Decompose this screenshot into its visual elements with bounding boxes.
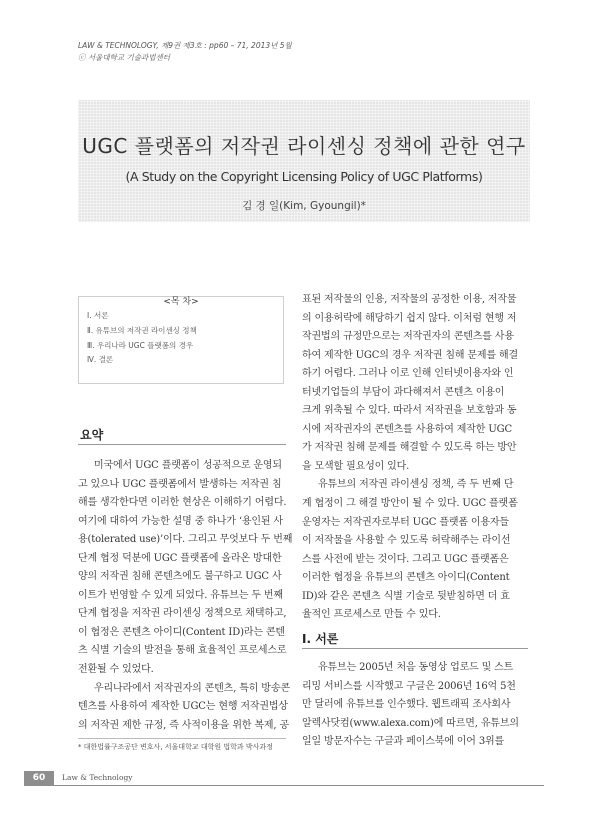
text-line: 이 협정은 콘텐츠 아이디(Content ID)라는 콘텐 <box>78 626 285 638</box>
summary-heading: 요약 <box>80 428 104 442</box>
text-line: 해를 생각한다면 이러한 현상은 이해하기 어렵다. <box>78 497 287 509</box>
text-line: 크게 위축될 수 있다. 따라서 저작권을 보호함과 동 <box>302 405 517 417</box>
toc-heading: <목 차> <box>157 297 204 307</box>
text-line: 이 저작물을 사용할 수 있도록 허락해주는 라이선 <box>302 535 511 547</box>
right-column-body <box>302 291 528 625</box>
text-line: 운영자는 저작권자로부터 UGC 플랫폼 이용자들 <box>302 516 509 528</box>
text-line: 율적인 프로세스로 만들 수 있다. <box>302 609 441 621</box>
text-line: 스를 사전에 받는 것이다. 그리고 UGC 플랫폼은 <box>302 553 509 565</box>
text-line: 이트가 번영할 수 있게 되었다. 유튜브는 두 번째 <box>78 589 283 601</box>
text-line: 의 이용허락에 해당하기 쉽지 않다. 이처럼 현행 저 <box>302 312 517 324</box>
text-line: 하여 제작한 UGC의 경우 저작권 침해 문제를 해결 <box>302 349 518 361</box>
footer-divider <box>54 785 544 786</box>
text-line: 미국에서 UGC 플랫폼이 성공적으로 운영되 <box>94 460 282 471</box>
text-line: 여기에 대하여 가능한 설명 중 하나가 ‘용인된 사 <box>78 515 283 527</box>
text-line: 을 모색할 필요성이 있다. <box>302 460 410 472</box>
toc-item: Ⅱ. 유튜브의 저작권 라이센싱 정책 <box>87 325 197 335</box>
footer-journal-name: Law & Technology <box>62 773 133 782</box>
text-line: 고 있으나 UGC 플랫폼에서 발생하는 저작권 침 <box>78 478 282 490</box>
text-line: 츠 식별 기술의 발전을 통해 효율적인 프로세스로 <box>78 645 287 657</box>
introduction-heading: Ⅰ. 서론 <box>302 632 339 646</box>
footnote-divider <box>78 738 286 739</box>
table-of-contents <box>78 296 284 384</box>
introduction-divider <box>302 648 528 649</box>
toc-item: Ⅲ. 우리나라 UGC 플랫폼의 경우 <box>87 340 194 350</box>
text-line: 표된 저작물의 인용, 저작물의 공정한 이용, 저작물 <box>302 294 517 305</box>
text-line: 리밍 서비스를 시작했고 구글은 2006년 16억 5천 <box>302 680 516 692</box>
text-line: 의 저작권 제한 규정, 즉 사적이용을 위한 복제, 공 <box>78 719 289 731</box>
page-footer <box>0 771 600 786</box>
title-box <box>78 100 530 222</box>
text-line: 유튜브는 2005년 처음 동영상 업로드 및 스트 <box>318 662 514 673</box>
toc-item: Ⅰ. 서론 <box>87 311 109 320</box>
toc-item: Ⅳ. 결론 <box>87 355 114 365</box>
text-line: 하기 어렵다. 그러나 이로 인해 인터넷이용자와 인 <box>302 368 514 380</box>
page-number: 60 <box>24 771 54 786</box>
author-name: 김 경 일(Kim, Gyoungil)* <box>242 200 366 212</box>
text-line: 용(tolerated use)’이다. 그리고 무엇보다 두 번째 <box>78 534 293 546</box>
paper-title-korean: UGC 플랫폼의 저작권 라이센싱 정책에 관한 연구 <box>82 134 526 158</box>
journal-meta <box>78 40 292 64</box>
text-line: 시에 저작권자의 콘텐츠를 사용하여 제작한 UGC <box>302 423 512 435</box>
text-line: 터넷기업들의 부담이 과다해져서 콘텐츠 이용이 <box>302 386 505 398</box>
text-line: 텐츠를 사용하여 제작한 UGC는 현행 저작권법상 <box>78 701 288 713</box>
text-line: 양의 저작권 침해 콘텐츠에도 불구하고 UGC 사 <box>78 571 282 583</box>
text-line: 만 달러에 유튜브를 인수했다. 웹트래픽 조사회사 <box>302 699 511 711</box>
text-line: ID)와 같은 콘텐츠 식별 기술로 뒷받침하면 더 효 <box>302 590 510 602</box>
journal-citation: LAW & TECHNOLOGY, 제9권 제3호 : pp60 – 71, 2013년 5월 <box>78 41 292 50</box>
text-line: 유튜브의 저작권 라이센싱 정책, 즉 두 번째 단 <box>318 479 514 491</box>
text-line: 단계 협정을 저작권 라이센싱 정책으로 채택하고, <box>78 608 287 620</box>
text-line: 전환될 수 있었다. <box>78 664 154 676</box>
text-line: 우리나라에서 저작권자의 콘텐츠, 특히 방송콘 <box>94 682 290 694</box>
text-line: 일일 방문자수는 구글과 페이스북에 이어 3위를 <box>302 736 505 748</box>
introduction-body <box>302 659 528 752</box>
author-footnote: * 대한법률구조공단 변호사, 서울대학교 대학원 법학과 박사과정 <box>78 743 273 751</box>
text-line: 이러한 협정을 유튜브의 콘텐츠 아이디(Content <box>302 572 510 584</box>
toc-list <box>87 309 197 368</box>
text-line: 가 저작권 침해 문제를 해결할 수 있도록 하는 방안 <box>302 442 517 454</box>
text-line: 계 협정이 그 해결 방안이 될 수 있다. UGC 플랫폼 <box>302 498 518 510</box>
text-line: 단계 협정 덕분에 UGC 플랫폼에 올라온 방대한 <box>78 552 282 564</box>
journal-copyright: ⓒ 서울대학교 기술과법센터 <box>78 53 170 62</box>
paper-title-english: (A Study on the Copyright Licensing Policy of UGC Platforms) <box>125 169 483 184</box>
text-line: 작권법의 규정만으로는 저작권자의 콘텐츠를 사용 <box>302 331 514 343</box>
text-line: 알렉사닷컴(www.alexa.com)에 따르면, 유튜브의 <box>302 717 519 729</box>
summary-divider <box>78 444 286 445</box>
summary-body <box>78 457 293 735</box>
